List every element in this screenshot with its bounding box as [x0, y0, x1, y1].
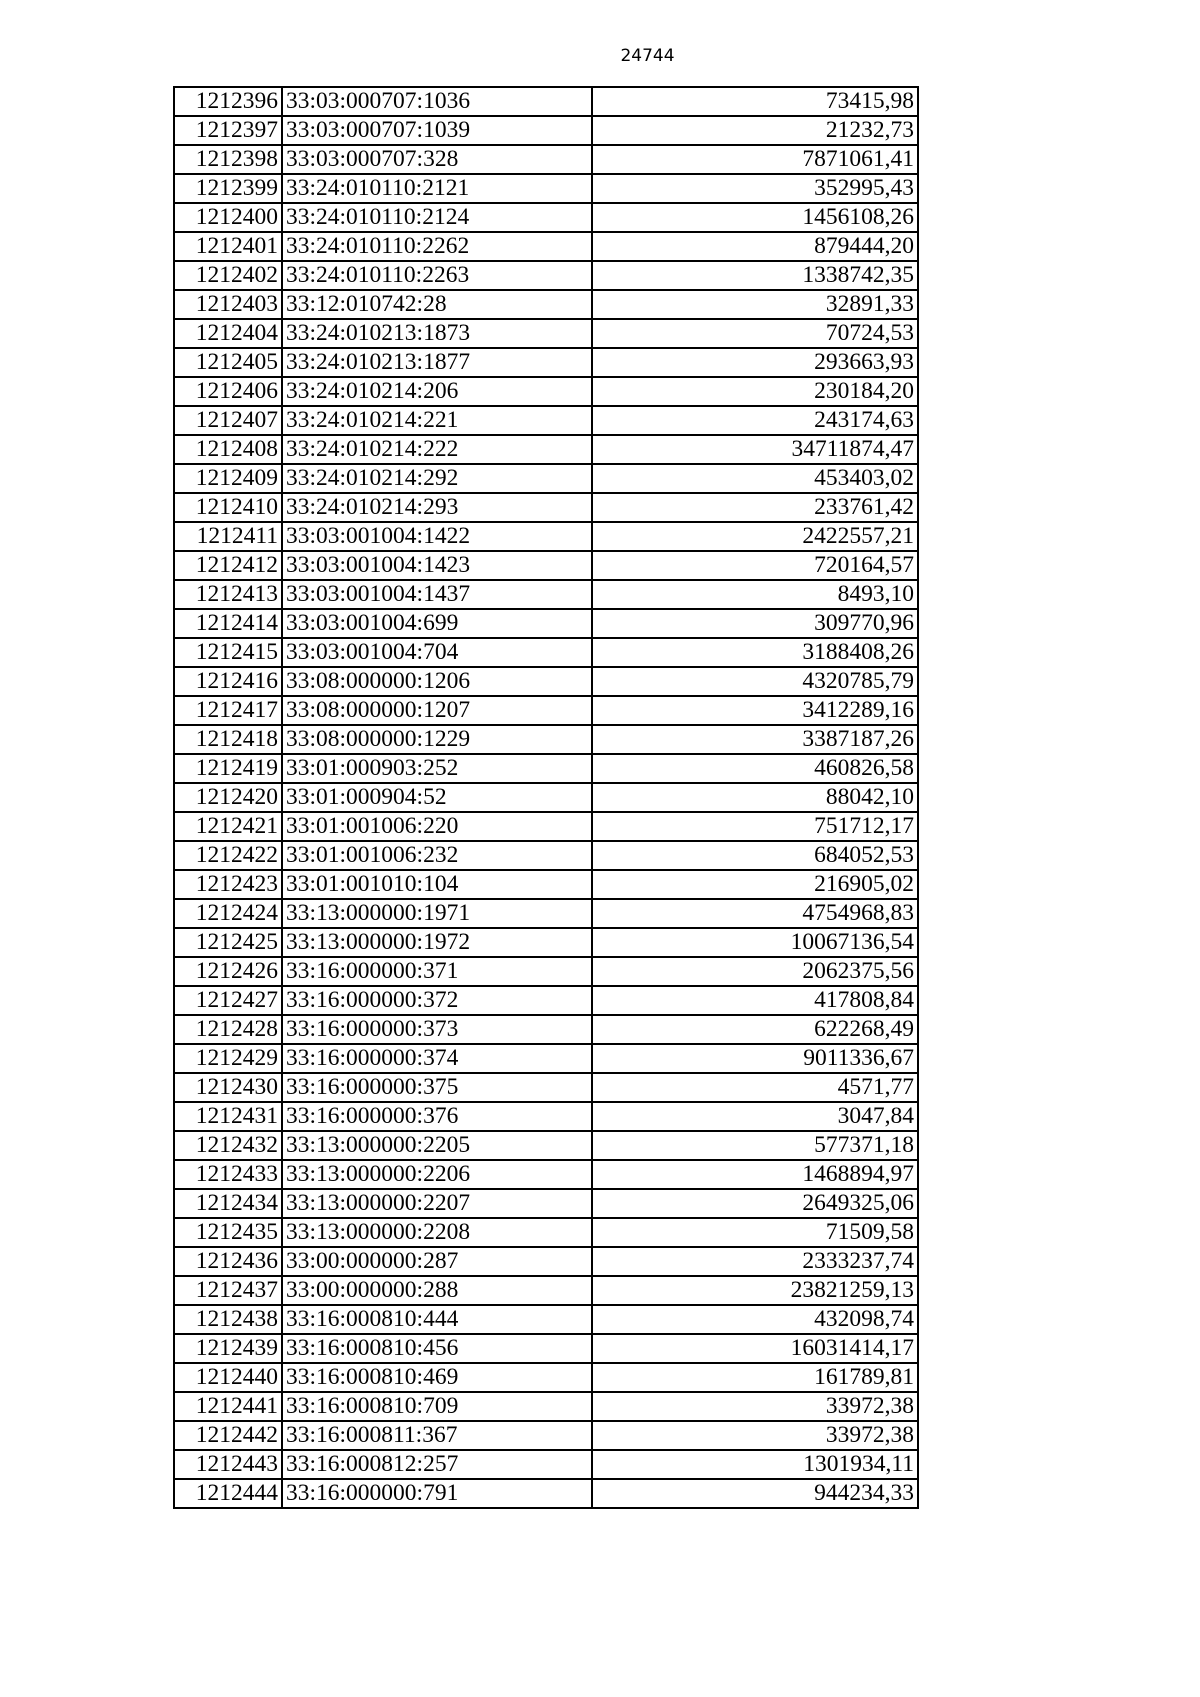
table-row	[174, 203, 918, 232]
cadastral-number-cell: 33:16:000810:456	[282, 1334, 592, 1363]
cadastral-number-cell: 33:24:010214:221	[282, 406, 592, 435]
cadastral-number-cell: 33:01:001006:220	[282, 812, 592, 841]
row-number-cell: 1212405	[174, 348, 282, 377]
cadastral-number-cell: 33:08:000000:1229	[282, 725, 592, 754]
cadastral-value-cell: 7871061,41	[592, 145, 918, 174]
cadastral-value-cell: 3387187,26	[592, 725, 918, 754]
row-number-cell: 1212434	[174, 1189, 282, 1218]
table-row	[174, 783, 918, 812]
cadastral-value-cell: 417808,84	[592, 986, 918, 1015]
row-number-cell: 1212397	[174, 116, 282, 145]
cadastral-value-cell: 4320785,79	[592, 667, 918, 696]
table-row	[174, 1247, 918, 1276]
row-number-cell: 1212432	[174, 1131, 282, 1160]
table-row	[174, 1044, 918, 1073]
cadastral-number-cell: 33:03:001004:1422	[282, 522, 592, 551]
table-row	[174, 1102, 918, 1131]
table-row	[174, 1334, 918, 1363]
row-number-cell: 1212422	[174, 841, 282, 870]
row-number-cell: 1212412	[174, 551, 282, 580]
row-number-cell: 1212415	[174, 638, 282, 667]
table-row	[174, 435, 918, 464]
cadastral-number-cell: 33:24:010213:1873	[282, 319, 592, 348]
row-number-cell: 1212406	[174, 377, 282, 406]
cadastral-number-cell: 33:13:000000:2206	[282, 1160, 592, 1189]
cadastral-number-cell: 33:13:000000:2207	[282, 1189, 592, 1218]
row-number-cell: 1212414	[174, 609, 282, 638]
cadastral-value-cell: 16031414,17	[592, 1334, 918, 1363]
cadastral-value-cell: 230184,20	[592, 377, 918, 406]
cadastral-number-cell: 33:13:000000:2205	[282, 1131, 592, 1160]
cadastral-number-cell: 33:08:000000:1206	[282, 667, 592, 696]
cadastral-value-cell: 216905,02	[592, 870, 918, 899]
cadastral-value-cell: 1301934,11	[592, 1450, 918, 1479]
cadastral-value-cell: 70724,53	[592, 319, 918, 348]
cadastral-number-cell: 33:03:001004:1423	[282, 551, 592, 580]
cadastral-value-cell: 9011336,67	[592, 1044, 918, 1073]
table-row	[174, 667, 918, 696]
row-number-cell: 1212444	[174, 1479, 282, 1508]
cadastral-value-cell: 293663,93	[592, 348, 918, 377]
cadastral-value-cell: 34711874,47	[592, 435, 918, 464]
table-row	[174, 1363, 918, 1392]
cadastral-value-cell: 32891,33	[592, 290, 918, 319]
cadastral-number-cell: 33:16:000000:374	[282, 1044, 592, 1073]
table-row	[174, 609, 918, 638]
table-row	[174, 87, 918, 116]
row-number-cell: 1212404	[174, 319, 282, 348]
cadastral-number-cell: 33:16:000000:376	[282, 1102, 592, 1131]
row-number-cell: 1212417	[174, 696, 282, 725]
row-number-cell: 1212435	[174, 1218, 282, 1247]
cadastral-number-cell: 33:16:000000:791	[282, 1479, 592, 1508]
cadastral-number-cell: 33:16:000810:709	[282, 1392, 592, 1421]
cadastral-number-cell: 33:16:000810:469	[282, 1363, 592, 1392]
cadastral-number-cell: 33:03:001004:699	[282, 609, 592, 638]
row-number-cell: 1212408	[174, 435, 282, 464]
row-number-cell: 1212423	[174, 870, 282, 899]
cadastral-number-cell: 33:03:000707:1036	[282, 87, 592, 116]
cadastral-value-cell: 432098,74	[592, 1305, 918, 1334]
cadastral-value-cell: 3188408,26	[592, 638, 918, 667]
row-number-cell: 1212428	[174, 1015, 282, 1044]
table-row	[174, 812, 918, 841]
table-row	[174, 406, 918, 435]
table-row	[174, 1015, 918, 1044]
table-row	[174, 870, 918, 899]
row-number-cell: 1212431	[174, 1102, 282, 1131]
cadastral-number-cell: 33:24:010213:1877	[282, 348, 592, 377]
cadastral-number-cell: 33:16:000000:373	[282, 1015, 592, 1044]
row-number-cell: 1212400	[174, 203, 282, 232]
table-row	[174, 1450, 918, 1479]
cadastral-value-cell: 2649325,06	[592, 1189, 918, 1218]
row-number-cell: 1212418	[174, 725, 282, 754]
row-number-cell: 1212442	[174, 1421, 282, 1450]
cadastral-number-cell: 33:24:010110:2121	[282, 174, 592, 203]
table-row	[174, 1305, 918, 1334]
cadastral-value-cell: 233761,42	[592, 493, 918, 522]
table-row	[174, 290, 918, 319]
row-number-cell: 1212398	[174, 145, 282, 174]
row-number-cell: 1212403	[174, 290, 282, 319]
cadastral-number-cell: 33:16:000000:375	[282, 1073, 592, 1102]
table-row	[174, 319, 918, 348]
row-number-cell: 1212425	[174, 928, 282, 957]
cadastral-value-cell: 73415,98	[592, 87, 918, 116]
cadastral-value-cell: 33972,38	[592, 1392, 918, 1421]
cadastral-number-cell: 33:24:010214:292	[282, 464, 592, 493]
row-number-cell: 1212426	[174, 957, 282, 986]
table-row	[174, 1392, 918, 1421]
cadastral-value-cell: 161789,81	[592, 1363, 918, 1392]
row-number-cell: 1212424	[174, 899, 282, 928]
cadastral-value-cell: 71509,58	[592, 1218, 918, 1247]
cadastral-value-cell: 2062375,56	[592, 957, 918, 986]
row-number-cell: 1212407	[174, 406, 282, 435]
cadastral-number-cell: 33:03:001004:1437	[282, 580, 592, 609]
row-number-cell: 1212441	[174, 1392, 282, 1421]
cadastral-value-cell: 720164,57	[592, 551, 918, 580]
cadastral-number-cell: 33:00:000000:288	[282, 1276, 592, 1305]
cadastral-value-cell: 1468894,97	[592, 1160, 918, 1189]
row-number-cell: 1212416	[174, 667, 282, 696]
table-row	[174, 899, 918, 928]
cadastral-value-cell: 33972,38	[592, 1421, 918, 1450]
table-row	[174, 1131, 918, 1160]
cadastral-number-cell: 33:16:000810:444	[282, 1305, 592, 1334]
row-number-cell: 1212402	[174, 261, 282, 290]
cadastral-number-cell: 33:16:000812:257	[282, 1450, 592, 1479]
table-row	[174, 377, 918, 406]
cadastral-number-cell: 33:13:000000:1971	[282, 899, 592, 928]
table-row	[174, 1421, 918, 1450]
cadastral-number-cell: 33:16:000811:367	[282, 1421, 592, 1450]
cadastral-value-cell: 4754968,83	[592, 899, 918, 928]
cadastral-value-cell: 1338742,35	[592, 261, 918, 290]
row-number-cell: 1212420	[174, 783, 282, 812]
row-number-cell: 1212419	[174, 754, 282, 783]
table-row	[174, 261, 918, 290]
row-number-cell: 1212438	[174, 1305, 282, 1334]
row-number-cell: 1212399	[174, 174, 282, 203]
cadastral-value-cell: 352995,43	[592, 174, 918, 203]
row-number-cell: 1212427	[174, 986, 282, 1015]
page-number: 24744	[620, 46, 675, 66]
cadastral-value-cell: 8493,10	[592, 580, 918, 609]
table-row	[174, 522, 918, 551]
row-number-cell: 1212396	[174, 87, 282, 116]
cadastral-value-cell: 1456108,26	[592, 203, 918, 232]
cadastral-number-cell: 33:01:001010:104	[282, 870, 592, 899]
row-number-cell: 1212411	[174, 522, 282, 551]
cadastral-number-cell: 33:16:000000:371	[282, 957, 592, 986]
cadastral-value-cell: 944234,33	[592, 1479, 918, 1508]
cadastral-value-cell: 243174,63	[592, 406, 918, 435]
table-row	[174, 638, 918, 667]
row-number-cell: 1212430	[174, 1073, 282, 1102]
row-number-cell: 1212401	[174, 232, 282, 261]
cadastral-number-cell: 33:13:000000:1972	[282, 928, 592, 957]
row-number-cell: 1212437	[174, 1276, 282, 1305]
cadastral-value-cell: 751712,17	[592, 812, 918, 841]
table-row	[174, 1479, 918, 1508]
table-row	[174, 116, 918, 145]
table-row	[174, 464, 918, 493]
cadastral-value-cell: 622268,49	[592, 1015, 918, 1044]
cadastral-number-cell: 33:24:010214:222	[282, 435, 592, 464]
table-row	[174, 696, 918, 725]
table-row	[174, 551, 918, 580]
cadastral-number-cell: 33:24:010110:2124	[282, 203, 592, 232]
cadastral-number-cell: 33:24:010110:2262	[282, 232, 592, 261]
table-row	[174, 145, 918, 174]
table-row	[174, 174, 918, 203]
cadastral-value-cell: 309770,96	[592, 609, 918, 638]
cadastral-value-cell: 879444,20	[592, 232, 918, 261]
table-row	[174, 1073, 918, 1102]
row-number-cell: 1212443	[174, 1450, 282, 1479]
cadastral-value-cell: 2422557,21	[592, 522, 918, 551]
row-number-cell: 1212429	[174, 1044, 282, 1073]
cadastral-value-cell: 88042,10	[592, 783, 918, 812]
cadastral-value-table	[173, 86, 919, 1509]
cadastral-number-cell: 33:01:000904:52	[282, 783, 592, 812]
table-row	[174, 580, 918, 609]
table-row	[174, 725, 918, 754]
cadastral-number-cell: 33:12:010742:28	[282, 290, 592, 319]
table-row	[174, 493, 918, 522]
table-row	[174, 1189, 918, 1218]
cadastral-value-cell: 10067136,54	[592, 928, 918, 957]
table-row	[174, 928, 918, 957]
cadastral-number-cell: 33:08:000000:1207	[282, 696, 592, 725]
cadastral-number-cell: 33:24:010214:293	[282, 493, 592, 522]
row-number-cell: 1212413	[174, 580, 282, 609]
row-number-cell: 1212440	[174, 1363, 282, 1392]
cadastral-number-cell: 33:24:010110:2263	[282, 261, 592, 290]
row-number-cell: 1212421	[174, 812, 282, 841]
row-number-cell: 1212409	[174, 464, 282, 493]
table-row	[174, 957, 918, 986]
table-row	[174, 1160, 918, 1189]
table-row	[174, 754, 918, 783]
row-number-cell: 1212433	[174, 1160, 282, 1189]
cadastral-value-cell: 460826,58	[592, 754, 918, 783]
table-row	[174, 348, 918, 377]
cadastral-number-cell: 33:24:010214:206	[282, 377, 592, 406]
cadastral-value-cell: 3412289,16	[592, 696, 918, 725]
cadastral-value-cell: 21232,73	[592, 116, 918, 145]
cadastral-value-cell: 684052,53	[592, 841, 918, 870]
cadastral-value-cell: 23821259,13	[592, 1276, 918, 1305]
cadastral-number-cell: 33:00:000000:287	[282, 1247, 592, 1276]
table-row	[174, 1218, 918, 1247]
cadastral-value-cell: 453403,02	[592, 464, 918, 493]
table-row	[174, 1276, 918, 1305]
cadastral-value-cell: 2333237,74	[592, 1247, 918, 1276]
cadastral-number-cell: 33:03:001004:704	[282, 638, 592, 667]
table-row	[174, 986, 918, 1015]
row-number-cell: 1212410	[174, 493, 282, 522]
row-number-cell: 1212439	[174, 1334, 282, 1363]
cadastral-number-cell: 33:03:000707:328	[282, 145, 592, 174]
cadastral-number-cell: 33:16:000000:372	[282, 986, 592, 1015]
table-row	[174, 841, 918, 870]
row-number-cell: 1212436	[174, 1247, 282, 1276]
cadastral-value-cell: 4571,77	[592, 1073, 918, 1102]
cadastral-number-cell: 33:01:000903:252	[282, 754, 592, 783]
table-body	[174, 87, 918, 1508]
table-row	[174, 232, 918, 261]
cadastral-number-cell: 33:03:000707:1039	[282, 116, 592, 145]
cadastral-value-cell: 577371,18	[592, 1131, 918, 1160]
cadastral-number-cell: 33:01:001006:232	[282, 841, 592, 870]
cadastral-value-cell: 3047,84	[592, 1102, 918, 1131]
cadastral-number-cell: 33:13:000000:2208	[282, 1218, 592, 1247]
